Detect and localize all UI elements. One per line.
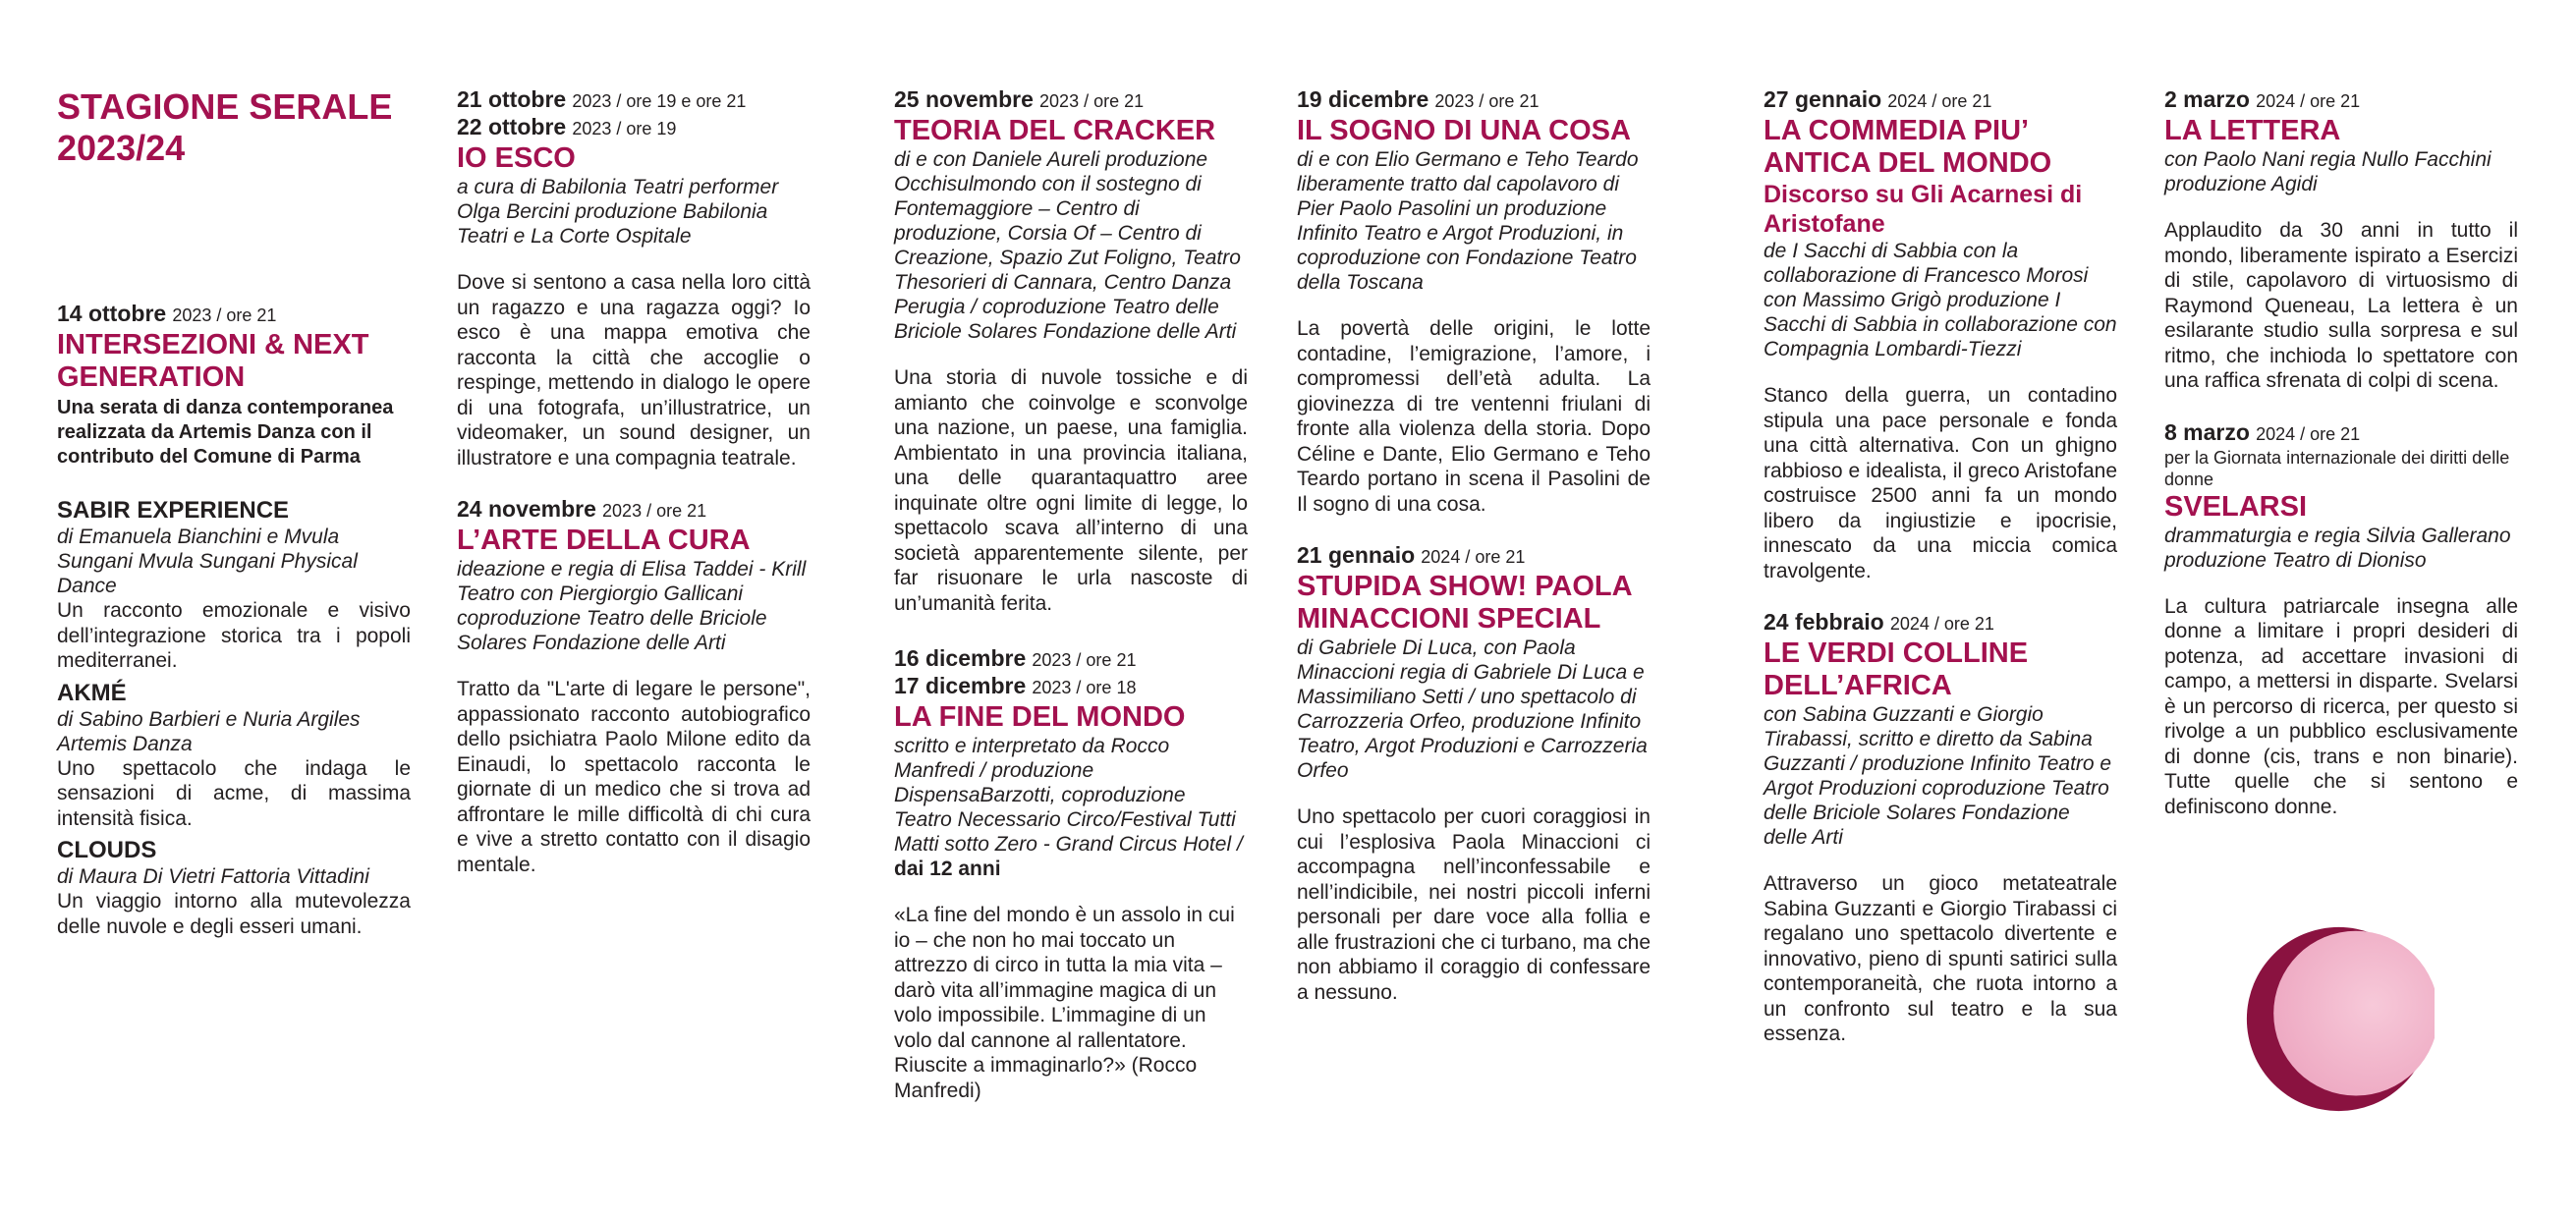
event-io-esco [457,86,811,471]
date-day: 25 novembre [894,86,1034,112]
date-time: 2023 / ore 21 [1434,91,1540,111]
credits-text: scritto e interpretato da Rocco Manfredi / produzione DispensaBarzotti, coproduzione Teatro Necessario Circo/Festival Tutti Matti sotto Zero - Grand Circus Hotel / [894,735,1243,856]
season-title-line1: STAGIONE SERALE [57,86,393,127]
moon-icon [2243,923,2435,1115]
event-title: LA COMMEDIA PIU’ ANTICA DEL MONDO [1764,115,2052,179]
event-date [894,673,1248,700]
event-body: La povertà delle origini, le lotte contadine, l’emigrazione, l’amore, i compromessi dell’età adulta. La giovinezza di tre ventenni friulani di fronte alla violenza della storia. Dopo Céline e Dante, Elio Germano e Teho Teardo portano in scena il Pasolini de Il sogno di una cosa. [1297,317,1651,516]
season-title [57,86,411,169]
event-credits [894,734,1248,881]
event-stupida-show [1297,542,1651,1005]
column-2 [457,86,811,903]
event-date [2164,86,2518,114]
date-day: 27 gennaio [1764,86,1882,112]
event-body: Stanco della guerra, un contadino stipula una pace personale e fonda una città alternativa. Con un ghigno rabbioso e idealista, il greco Aristofane costruisce 2500 anni fa un mondo libero da ingiustizie e ipocrisie, innescato da una miccia comica travolgente. [1764,384,2117,582]
piece-list [57,497,411,939]
piece-text: Un racconto emozionale e visivo dell’integrazione storica tra i popoli mediterranei. [57,599,411,672]
event-verdi-colline [1764,609,2117,1047]
piece-credits: di Sabino Barbieri e Nuria Argiles Artemis Danza [57,707,361,755]
event-date [1764,86,2117,114]
date-time: 2024 / ore 21 [1889,614,1994,634]
date-time: 2023 / ore 21 [1032,650,1137,670]
event-body: Applaudito da 30 anni in tutto il mondo, liberamente ispirato a Esercizi di stile, capolavoro di virtuosismo di Raymond Queneau, La lettera è un esilarante studio sulla sorpresa e sul ritmo, che inchioda lo spettatore con una raffica sfrenata di colpi di scena. [2164,219,2518,392]
event-body: «La fine del mondo è un assolo in cui io – che non ho mai toccato un attrezzo di circo in tutta la mia vita – darò vita all’immagine magica di un volo impossibile. L’immagine di un volo dal cannone al rallentatore. Riuscite a immaginarlo?» (Rocco Manfredi) [894,904,1235,1102]
event-date [1297,86,1651,114]
column-1 [57,86,411,965]
date-day: 24 novembre [457,496,596,522]
event-title: L’ARTE DELLA CURA [457,525,751,556]
event-title: SVELARSI [2164,490,2308,523]
event-date [457,86,811,114]
event-title: IO ESCO [457,142,576,174]
date-time: 2024 / ore 21 [2256,423,2361,444]
event-credits: di e con Daniele Aureli produzione Occhisulmondo con il sostegno di Fontemaggiore – Centro di produzione, Corsia Of – Centro di Creazione, Spazio Zut Foligno, Teatro Thesorieri di Cannara, Centro Danza Perugia / coproduzione Teatro delle Briciole Solares Fondazione delle Arti [894,148,1241,343]
piece-text: Uno spettacolo che indaga le sensazioni di acme, di massima intensità fisica. [57,756,411,830]
season-title-line2: 2023/24 [57,128,186,168]
date-day: 8 marzo [2164,418,2250,445]
date-day: 21 gennaio [1297,542,1416,568]
event-commedia-piu-antica [1764,86,2117,583]
date-time: 2024 / ore 21 [1887,91,1992,111]
date-day: 22 ottobre [457,114,567,139]
event-teoria-del-cracker [894,86,1248,616]
event-fine-del-mondo [894,645,1248,1103]
event-credits: drammaturgia e regia Silvia Gallerano produzione Teatro di Dioniso [2164,524,2511,572]
piece-credits: di Emanuela Bianchini e Mvula Sungani Mvula Sungani Physical Dance [57,526,358,597]
event-body: Tratto da "L'arte di legare le persone", appassionato racconto autobiografico dello psichiatra Paolo Milone edito da Einaudi, lo spettacolo racconta le giornate di un medico che si trova ad affrontare le mille difficoltà di chi cura e vive a stretto contatto con il disagio mentale. [457,678,811,876]
date-day: 19 dicembre [1297,86,1429,112]
piece-credits: di Maura Di Vietri Fattoria Vittadini [57,865,369,888]
event-date [1297,542,1651,570]
date-day: 14 ottobre [57,301,167,326]
event-date [894,645,1248,673]
event-subtitle: Discorso su Gli Acarnesi di Aristofane [1764,181,2083,238]
date-time: 2023 / ore 21 [172,305,277,325]
column-5 [1764,86,2117,1073]
event-credits: di Gabriele Di Luca, con Paola Minaccioni regia di Gabriele Di Luca e Massimiliano Setti / uno spettacolo di Carrozzeria Orfeo, produzione Infinito Teatro, Argot Produzioni e Carrozzeria Orfeo [1297,637,1648,782]
event-la-lettera [2164,86,2518,394]
date-day: 2 marzo [2164,86,2250,112]
event-body: Una storia di nuvole tossiche e di amianto che coinvolge e sconvolge una nazione, un paese, una famiglia. Ambientato in una provincia italiana, una delle quarantaquattro aree inquinate oltre ogni limite di legge, lo spettacolo scava all’interno di una società apparentemente silente, per far risuonare le urla nascoste di un’umanità ferita. [894,366,1248,615]
piece-text: Un viaggio intorno alla mutevolezza delle nuvole e degli esseri umani. [57,890,411,938]
event-body: Uno spettacolo per cuori coraggiosi in cui l’esplosiva Paola Minaccioni ci accompagna nell’inconfessabile e nell’indicibile, nei nostri piccoli inferni personali per dare voce alla follia e alle frustrazioni che ci turbano, ma che non abbiamo il coraggio di confessare a nessuno. [1297,805,1651,1004]
date-day: 21 ottobre [457,86,567,112]
event-credits: di e con Elio Germano e Teho Teardo liberamente tratto dal capolavoro di Pier Paolo Pasolini un produzione Infinito Teatro e Argot Produzioni, in coproduzione con Fondazione Teatro della Toscana [1297,148,1639,294]
column-3 [894,86,1248,1129]
event-note: per la Giornata internazionale dei diritti delle donne [2164,447,2510,489]
event-intersezioni [57,301,411,939]
event-body: Attraverso un gioco metateatrale Sabina Guzzanti e Giorgio Tirabassi ci regalano uno spettacolo divertente e innovativo, pieno di spunti satirici sulla contemporaneità, che ruota intorno a un confronto sul teatro e la sua essenza. [1764,872,2117,1045]
event-title: INTERSEZIONI & NEXT GENERATION [57,329,369,393]
event-title: LA FINE DEL MONDO [894,701,1186,733]
event-date [457,114,811,141]
event-date [457,496,811,524]
column-4 [1297,86,1651,1030]
date-day: 24 febbraio [1764,609,1884,635]
date-time: 2024 / ore 21 [2256,91,2361,111]
event-title: LE VERDI COLLINE DELL’AFRICA [1764,637,2029,701]
event-credits: de I Sacchi di Sabbia con la collaborazione di Francesco Morosi con Massimo Grigò produzione I Sacchi di Sabbia in collaborazione con Compagnia Lombardi-Tiezzi [1764,240,2117,360]
event-title: TEORIA DEL CRACKER [894,115,1216,146]
event-body: La cultura patriarcale insegna alle donne a limitare i propri desideri di potenza, ad accettare invasioni di campo, a mettersi in disparte. Svelarsi è un percorso di ricerca, per questo si rivolge a un pubblico esclusivamente di donne (cis, trans e non binarie). Tutte quelle che si sentono e definiscono donne. [2164,594,2518,818]
event-title: IL SOGNO DI UNA COSA [1297,115,1631,146]
date-time: 2023 / ore 21 [1039,91,1145,111]
event-date [1764,609,2117,637]
event-arte-della-cura [457,496,811,877]
event-credits: con Sabina Guzzanti e Giorgio Tirabassi, scritto e diretto da Sabina Guzzanti / produzione Infinito Teatro e Argot Produzioni coproduzione Teatro delle Briciole Solares Fondazione delle Arti [1764,703,2112,849]
piece-name: CLOUDS [57,837,157,863]
event-date [894,86,1248,114]
date-time: 2023 / ore 18 [1032,678,1137,697]
column-6 [2164,86,2518,845]
event-date [2164,419,2518,447]
date-time: 2023 / ore 19 [572,119,677,138]
moon-light-shape [2273,931,2435,1096]
date-day: 17 dicembre [894,673,1027,698]
event-body: Dove si sentono a casa nella loro città un ragazzo e una ragazza oggi? Io esco è una mappa emotiva che racconta la città che accoglie o respinge, mettendo in dialogo le opere di una fotografa, un’illustratrice, un videomaker, un sound designer, un illustratore e una compagnia teatrale. [457,271,811,470]
event-description: Una serata di danza contemporanea realizzata da Artemis Danza con il contributo del Comune di Parma [57,397,394,468]
date-day: 16 dicembre [894,645,1027,671]
date-time: 2023 / ore 19 e ore 21 [572,91,747,111]
event-credits: con Paolo Nani regia Nullo Facchini produzione Agidi [2164,148,2492,195]
age-badge: dai 12 anni [894,858,1001,880]
event-svelarsi [2164,419,2518,820]
piece-name: SABIR EXPERIENCE [57,497,290,524]
piece-name: AKMÉ [57,679,127,706]
event-title: STUPIDA SHOW! PAOLA MINACCIONI SPECIAL [1297,571,1632,635]
event-credits: a cura di Babilonia Teatri performer Olga Bercini produzione Babilonia Teatri e La Corte Ospitale [457,176,779,248]
event-date [57,301,411,328]
date-time: 2023 / ore 21 [602,501,707,521]
date-time: 2024 / ore 21 [1421,547,1526,567]
event-credits: ideazione e regia di Elisa Taddei - Krill Teatro con Piergiorgio Gallicani coproduzione Teatro delle Briciole Solares Fondazione delle Arti [457,558,807,654]
event-title: LA LETTERA [2164,115,2341,146]
event-sogno-di-una-cosa [1297,86,1651,517]
